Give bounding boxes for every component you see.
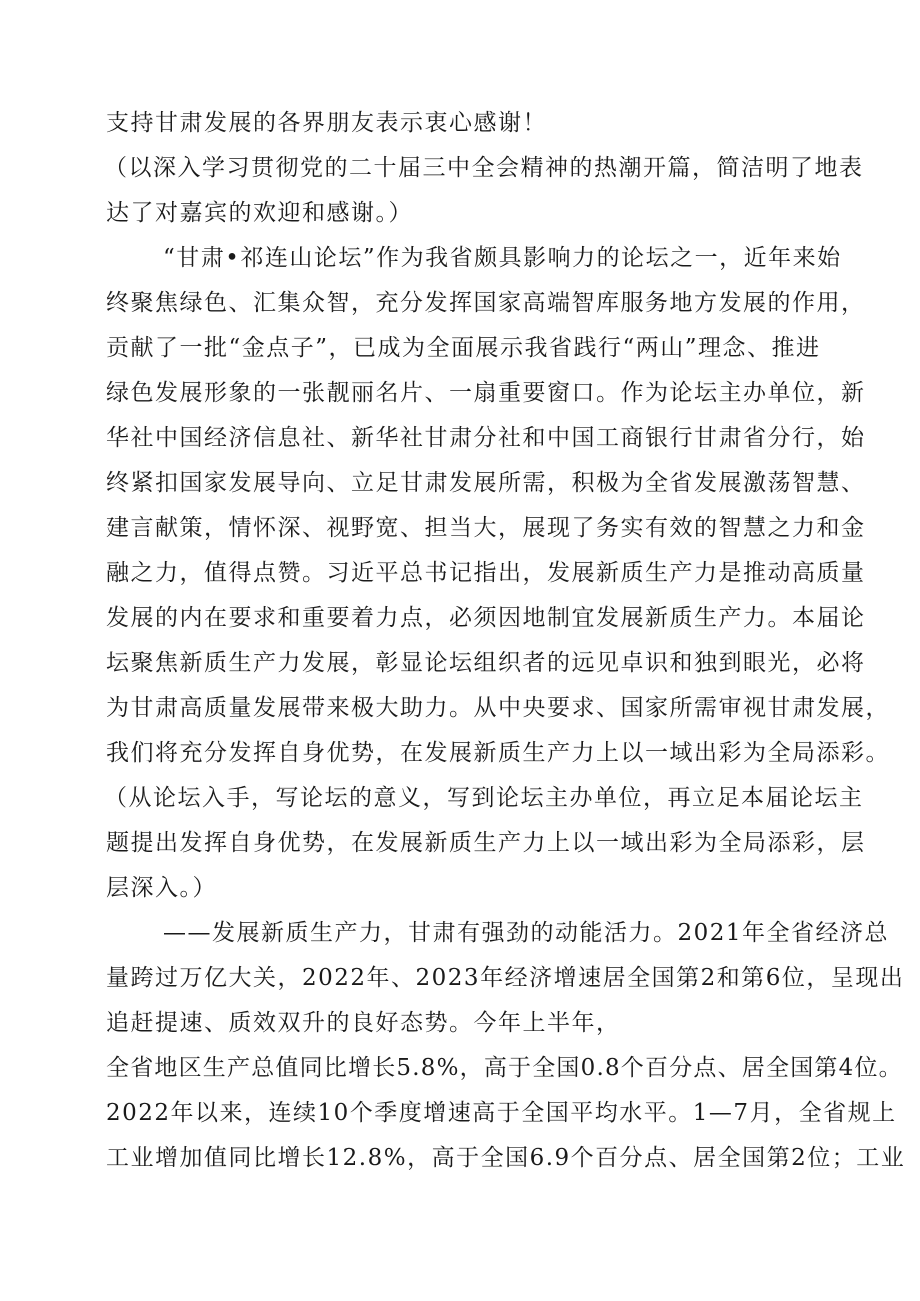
text-line-22: 全省地区生产总值同比增长5.8%，高于全国0.8个百分点、居全国第4位。 — [106, 1055, 903, 1081]
text-line-14: 为甘肃高质量发展带来极大助力。从中央要求、国家所需审视甘肃发展， — [106, 695, 890, 721]
text-line-6: 贡献了一批“金点子”，已成为全面展示我省践行“两山”理念、推进 — [106, 335, 821, 361]
text-line-4: “甘肃•祁连山论坛”作为我省颇具影响力的论坛之一，近年来始 — [163, 245, 842, 271]
text-line-13: 坛聚焦新质生产力发展，彰显论坛组织者的远见卓识和独到眼光，必将 — [106, 650, 866, 676]
text-line-7: 绿色发展形象的一张靓丽名片、一扇重要窗口。作为论坛主办单位，新 — [106, 380, 866, 406]
text-line-5: 终聚焦绿色、汇集众智，充分发挥国家高端智库服务地方发展的作用， — [106, 290, 866, 316]
text-line-9: 终紧扣国家发展导向、立足甘肃发展所需，积极为全省发展激荡智慧、 — [106, 470, 866, 496]
text-line-19: ——发展新质生产力，甘肃有强劲的动能活力。2021年全省经济总 — [163, 920, 890, 946]
text-line-16: （从论坛入手，写论坛的意义，写到论坛主办单位，再立足本届论坛主 — [104, 785, 864, 811]
text-line-10: 建言献策，情怀深、视野宽、担当大，展现了务实有效的智慧之力和金 — [106, 515, 866, 541]
text-line-20: 量跨过万亿大关，2022年、2023年经济增速居全国第2和第6位，呈现出 — [106, 965, 905, 991]
text-line-1: 支持甘肃发展的各界朋友表示衷心感谢！ — [106, 110, 547, 136]
text-line-8: 华社中国经济信息社、新华社甘肃分社和中国工商银行甘肃省分行，始 — [106, 425, 866, 451]
text-line-21: 追赶提速、质效双升的良好态势。今年上半年， — [106, 1010, 621, 1036]
text-line-17: 题提出发挥自身优势，在发展新质生产力上以一域出彩为全局添彩，层 — [106, 830, 866, 856]
text-line-23: 2022年以来，连续10个季度增速高于全国平均水平。1—7月，全省规上 — [106, 1100, 897, 1126]
text-line-12: 发展的内在要求和重要着力点，必须因地制宜发展新质生产力。本届论 — [106, 605, 866, 631]
text-line-18: 层深入。） — [106, 875, 217, 901]
text-line-2: （以深入学习贯彻党的二十届三中全会精神的热潮开篇，简洁明了地表 — [104, 155, 864, 181]
text-line-11: 融之力，值得点赞。习近平总书记指出，发展新质生产力是推动高质量 — [106, 560, 866, 586]
text-line-24: 工业增加值同比增长12.8%，高于全国6.9个百分点、居全国第2位；工业 — [106, 1145, 906, 1171]
text-line-3: 达了对嘉宾的欢迎和感谢。） — [106, 200, 413, 226]
text-line-15: 我们将充分发挥自身优势，在发展新质生产力上以一域出彩为全局添彩。 — [106, 740, 890, 766]
